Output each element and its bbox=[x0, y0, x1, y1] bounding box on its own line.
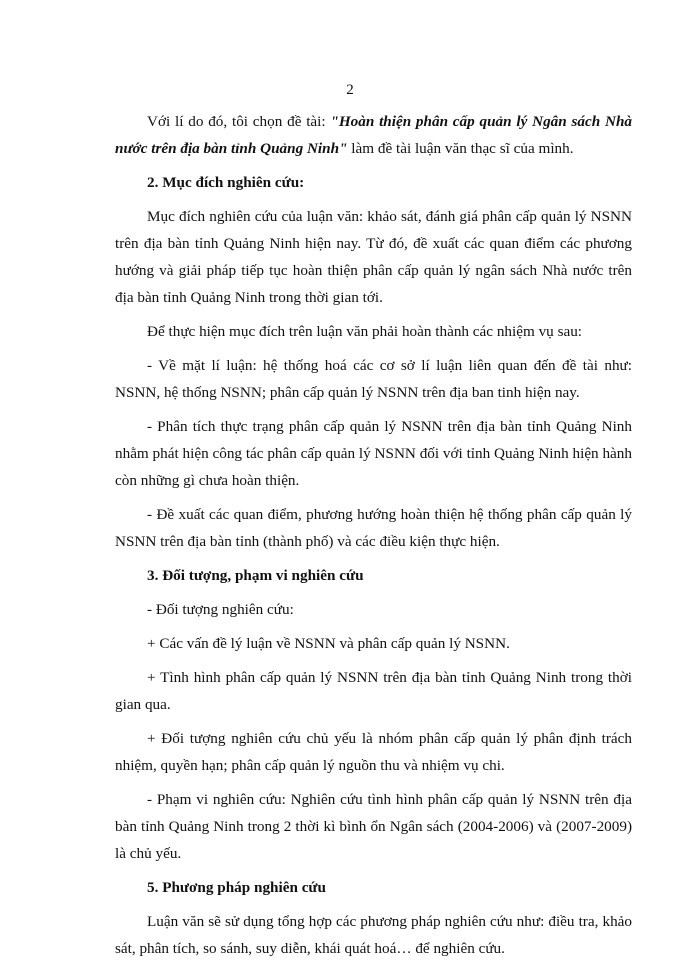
section-2-paragraph-1: Mục đích nghiên cứu của luận văn: khảo sát, đánh giá phân cấp quản lý NSNN trên địa bàn tỉnh Quảng Ninh hiện nay. Từ đó, đề xuất các quan điểm các phương hướng và giải pháp tiếp tục hoàn thiện phân cấp quản lý ngân sách Nhà nước trên địa bàn tỉnh Quảng Ninh trong thời gian tới. bbox=[115, 208, 632, 306]
section-2-paragraph-4: - Phân tích thực trạng phân cấp quản lý NSNN trên địa bàn tỉnh Quảng Ninh nhằm phát hiện công tác phân cấp quản lý NSNN đối với tỉnh Quảng Ninh hiện hành còn những gì chưa hoàn thiện. bbox=[115, 418, 632, 489]
intro-prefix: Với lí do đó, tôi chọn đề tài: bbox=[147, 113, 331, 130]
document-body bbox=[115, 108, 632, 969]
intro-suffix: làm đề tài luận văn thạc sĩ của mình. bbox=[347, 140, 574, 157]
section-5-paragraph-1: Luận văn sẽ sử dụng tổng hợp các phương pháp nghiên cứu như: điều tra, khảo sát, phân tích, so sánh, suy diễn, khái quát hoá… để nghiên cứu. bbox=[115, 913, 632, 957]
section-3-paragraph-5: - Phạm vi nghiên cứu: Nghiên cứu tình hình phân cấp quản lý NSNN trên địa bàn tỉnh Quảng Ninh trong 2 thời kì bình ổn Ngân sách (2004-2006) và (2007-2009) là chủ yếu. bbox=[115, 791, 632, 862]
section-2-heading: 2. Mục đích nghiên cứu: bbox=[147, 174, 305, 191]
section-3-heading: 3. Đối tượng, phạm vi nghiên cứu bbox=[147, 567, 364, 584]
section-3-paragraph-1: - Đối tượng nghiên cứu: bbox=[147, 601, 294, 618]
thesis-title: "Hoàn thiện phân cấp quản lý Ngân sách Nhà nước trên địa bàn tỉnh Quảng Ninh" bbox=[115, 113, 632, 157]
page-number: 2 bbox=[346, 82, 354, 98]
section-2-paragraph-3: - Về mặt lí luận: hệ thống hoá các cơ sở lí luận liên quan đến đề tài như: NSNN, hệ thống NSNN; phân cấp quản lý NSNN trên địa ban tinh hiện nay. bbox=[115, 357, 632, 401]
section-3-paragraph-3: + Tình hình phân cấp quản lý NSNN trên địa bàn tỉnh Quảng Ninh trong thời gian qua. bbox=[115, 669, 632, 713]
section-5-heading: 5. Phương pháp nghiên cứu bbox=[147, 879, 326, 896]
section-2-paragraph-2: Để thực hiện mục đích trên luận văn phải hoàn thành các nhiệm vụ sau: bbox=[147, 323, 583, 340]
section-3-paragraph-4: + Đối tượng nghiên cứu chủ yếu là nhóm phân cấp quản lý phân định trách nhiệm, quyền hạn; phân cấp quản lý nguồn thu và nhiệm vụ chi. bbox=[115, 730, 632, 774]
section-2-paragraph-5: - Đề xuất các quan điểm, phương hướng hoàn thiện hệ thống phân cấp quản lý NSNN trên địa bàn tỉnh (thành phố) và các điều kiện thực hiện. bbox=[115, 506, 632, 550]
intro-paragraph bbox=[115, 108, 632, 162]
section-3-paragraph-2: + Các vấn đề lý luận về NSNN và phân cấp quản lý NSNN. bbox=[147, 635, 510, 652]
